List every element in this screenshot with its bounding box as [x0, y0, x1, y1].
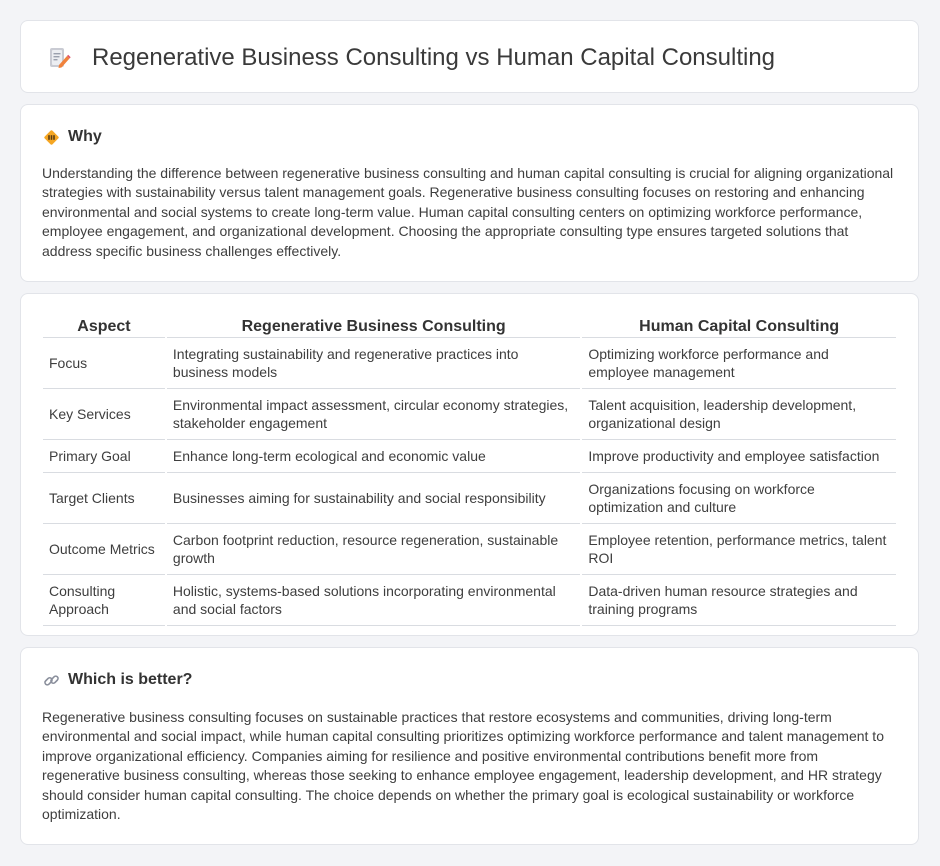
better-heading: Which is better?: [68, 671, 193, 688]
regenerative-cell: Holistic, systems-based solutions incorporating environmental and social factors: [166, 575, 581, 626]
regenerative-cell: Enhance long-term ecological and economic value: [166, 440, 581, 473]
table-row: [43, 473, 897, 524]
better-text: Regenerative business consulting focuses on sustainable practices that restore ecosystems and communities, driving long-term environmental and social impact, while human capital consulting prioritizes optimizing workforce performance and talent management to improve organizational efficiency. Companies aiming for resilience and positive environmental contributions benefit more from regenerative business consulting, whereas those seeking to enhance employee engagement, leadership development, and HR strategy should consider human capital consulting. The choice depends on whether the primary goal is ecological sustainability or workforce optimization.: [42, 709, 884, 823]
regenerative-cell: Carbon footprint reduction, resource regeneration, sustainable growth: [166, 524, 581, 575]
human-capital-cell: Organizations focusing on workforce optimization and culture: [581, 473, 897, 524]
table-row: [43, 440, 897, 473]
table-row: [43, 389, 897, 440]
human-capital-cell: Employee retention, performance metrics, talent ROI: [581, 524, 897, 575]
aspect-cell: Outcome Metrics: [43, 524, 166, 575]
regenerative-cell: Environmental impact assessment, circular economy strategies, stakeholder engagement: [166, 389, 581, 440]
header-regenerative: Regenerative Business Consulting: [166, 316, 581, 338]
table-header-row: [43, 316, 897, 338]
human-capital-cell: Optimizing workforce performance and employee management: [581, 338, 897, 389]
header-aspect: Aspect: [43, 316, 166, 338]
comparison-table: [43, 316, 898, 626]
aspect-cell: Primary Goal: [43, 440, 166, 473]
comparison-section: [20, 293, 919, 636]
why-heading: Why: [68, 128, 102, 145]
better-heading-row: [43, 671, 192, 689]
which-better-section: [20, 647, 919, 845]
link-icon: [43, 672, 60, 689]
diamond-sign-icon: [43, 129, 60, 146]
why-text: Understanding the difference between regenerative business consulting and human capital consulting is crucial for aligning organizational strategies with sustainability versus talent management goals. Regenerative business consulting focuses on restoring and enhancing environmental and social systems to create long-term value. Human capital consulting centers on optimizing workforce performance, employee engagement, and organizational development. Choosing the appropriate consulting type ensures targeted solutions that address specific business challenges effectively.: [42, 165, 894, 259]
table-row: [43, 338, 897, 389]
page-title: Regenerative Business Consulting vs Human Capital Consulting: [92, 44, 776, 71]
aspect-cell: Focus: [43, 338, 166, 389]
why-section: [20, 104, 919, 282]
regenerative-cell: Integrating sustainability and regenerative practices into business models: [166, 338, 581, 389]
why-heading-row: [43, 128, 102, 146]
aspect-cell: Key Services: [43, 389, 166, 440]
aspect-cell: Consulting Approach: [43, 575, 166, 626]
table-row: [43, 524, 897, 575]
human-capital-cell: Data-driven human resource strategies and training programs: [581, 575, 897, 626]
header-human-capital: Human Capital Consulting: [581, 316, 897, 338]
table-row: [43, 575, 897, 626]
regenerative-cell: Businesses aiming for sustainability and social responsibility: [166, 473, 581, 524]
header-card: [20, 20, 919, 93]
human-capital-cell: Talent acquisition, leadership development, organizational design: [581, 389, 897, 440]
human-capital-cell: Improve productivity and employee satisfaction: [581, 440, 897, 473]
aspect-cell: Target Clients: [43, 473, 166, 524]
document-pencil-icon: [47, 46, 71, 70]
